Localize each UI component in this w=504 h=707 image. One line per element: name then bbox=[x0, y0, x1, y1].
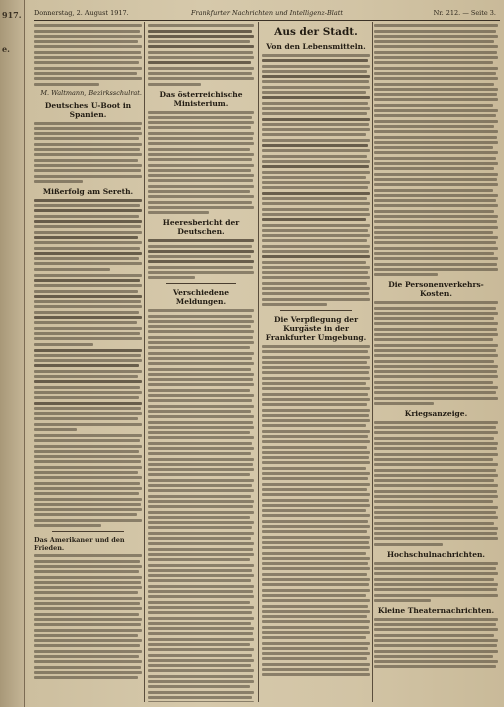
text-block bbox=[34, 122, 142, 183]
article-heading: Kleine Theaternachrichten. bbox=[377, 605, 495, 615]
column-2 bbox=[148, 22, 254, 702]
article-separator bbox=[52, 531, 124, 532]
article-heading: Verschiedene Meldungen. bbox=[173, 288, 229, 307]
article-heading: Die Verpflegung der Kurgäste in der Frankfurter Umgebung. bbox=[265, 314, 367, 342]
article-separator bbox=[166, 283, 236, 284]
text-block bbox=[34, 199, 142, 271]
edge-fragment: e. bbox=[2, 44, 10, 54]
article-heading: Hochschulnachrichten. bbox=[386, 549, 486, 559]
section-subheading: Von den Lebensmitteln. bbox=[266, 42, 366, 51]
article-heading: Deutsches U-Boot in Spanien. bbox=[44, 100, 132, 119]
text-block bbox=[148, 239, 254, 279]
article-heading: Die Personenverkehrs-Kosten. bbox=[388, 280, 484, 299]
column-divider bbox=[372, 22, 373, 702]
text-block bbox=[374, 562, 498, 602]
page-header bbox=[34, 6, 500, 21]
article-heading: Heeresbericht der Deutschen. bbox=[162, 218, 240, 237]
text-block bbox=[374, 24, 498, 276]
text-block bbox=[374, 421, 498, 546]
text-block bbox=[148, 111, 254, 215]
text-block bbox=[34, 349, 142, 431]
section-heading: Aus der Stadt. bbox=[274, 26, 358, 38]
article-heading: Das österreichische Ministerium. bbox=[159, 89, 243, 108]
text-block bbox=[262, 54, 370, 306]
text-block bbox=[262, 345, 370, 676]
column-1 bbox=[34, 22, 142, 702]
article-byline: M. Waltmann, Bezirksschulrat. bbox=[40, 88, 142, 97]
header-page-number: Nr. 212. — Seite 3. bbox=[433, 9, 496, 17]
article-heading: Mißerfolg am Sereth. bbox=[42, 186, 134, 196]
text-block bbox=[148, 309, 254, 702]
adjacent-page-edge bbox=[0, 0, 25, 707]
edge-fragment: 917. bbox=[2, 10, 22, 20]
column-4 bbox=[374, 22, 498, 702]
header-masthead: Frankfurter Nachrichten und Intelligenz-Blatt bbox=[191, 9, 343, 17]
text-block bbox=[34, 434, 142, 527]
text-block bbox=[374, 301, 498, 405]
text-block bbox=[34, 24, 142, 85]
article-heading: Kriegsanzeige. bbox=[404, 408, 468, 418]
column-3 bbox=[262, 22, 370, 702]
text-block bbox=[34, 274, 142, 346]
text-block bbox=[34, 554, 142, 679]
article-separator bbox=[280, 310, 352, 311]
text-block bbox=[148, 24, 254, 85]
text-block bbox=[374, 618, 498, 669]
article-lead: Das Amerikaner und den Frieden. bbox=[34, 536, 125, 553]
header-date: Donnerstag, 2. August 1917. bbox=[34, 9, 129, 17]
column-divider bbox=[144, 22, 145, 702]
column-divider bbox=[258, 22, 259, 702]
